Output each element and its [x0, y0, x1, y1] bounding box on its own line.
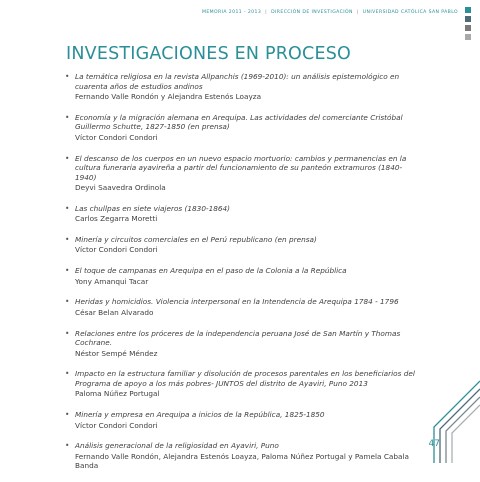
bullet-icon: •: [65, 112, 70, 122]
research-author: Víctor Condori Condori: [75, 420, 158, 430]
research-list: [65, 72, 420, 482]
list-item: [65, 154, 420, 193]
research-topic: El descanso de los cuerpos en un nuevo espacio mortuorio: cambios y permanencias en la cultura funeraria ayavireña a partir del funcionamiento de su panteón extramuros (1840-1940): [75, 153, 407, 182]
running-header: [202, 10, 458, 15]
research-author: Paloma Núñez Portugal: [75, 389, 160, 399]
research-topic: Minería y empresa en Arequipa a inicios de la República, 1825-1850: [75, 410, 325, 420]
bullet-icon: •: [65, 203, 70, 213]
research-topic: Impacto en la estructura familiar y disolución de procesos parentales en los beneficiarios del Programa de apoyo a los más pobres- JUNTOS del distrito de Ayaviri, Puno 2013: [75, 369, 415, 388]
bullet-icon: •: [65, 369, 70, 379]
bullet-icon: •: [65, 441, 70, 451]
research-author: César Belan Alvarado: [75, 307, 154, 317]
research-author: Carlos Zegarra Moretti: [75, 214, 158, 224]
square-decoration: [465, 25, 471, 31]
header-universidad: UNIVERSIDAD CATÓLICA SAN PABLO: [362, 10, 458, 15]
bullet-icon: •: [65, 235, 70, 245]
header-direccion: DIRECCIÓN DE INVESTIGACIÓN: [271, 10, 353, 15]
research-topic: Minería y circuitos comerciales en el Perú republicano (en prensa): [75, 235, 317, 245]
research-author: Víctor Condori Condori: [75, 245, 158, 255]
list-item: [65, 72, 420, 102]
list-item: [65, 329, 420, 359]
list-item: [65, 410, 420, 430]
header-separator: |: [265, 10, 268, 15]
list-item: [65, 113, 420, 143]
square-decoration: [465, 7, 471, 13]
bullet-icon: •: [65, 328, 70, 338]
research-topic: Las chullpas en siete viajeros (1830-1864): [75, 203, 231, 213]
bullet-icon: •: [65, 72, 70, 81]
research-author: Yony Amanqui Tacar: [75, 276, 149, 286]
bullet-icon: •: [65, 153, 70, 163]
research-author: Víctor Condori Condori: [75, 132, 158, 142]
bullet-icon: •: [65, 297, 70, 307]
square-decoration: [465, 34, 471, 40]
research-topic: Heridas y homicidios. Violencia interpersonal en la Intendencia de Arequipa 1784 - 1796: [75, 297, 399, 307]
header-separator: |: [356, 10, 359, 15]
list-item: [65, 297, 420, 317]
research-topic: La temática religiosa en la revista Allpanchis (1969-2010): un análisis epistemológico en cuarenta años de estudios andinos: [75, 72, 400, 91]
list-item: [65, 441, 420, 471]
list-item: [65, 204, 420, 224]
research-author: Deyvi Saavedra Ordinola: [75, 183, 166, 193]
page-number: 47: [428, 439, 440, 449]
header-memoria: MEMORIA 2011 - 2013: [202, 10, 262, 15]
list-item: [65, 266, 420, 286]
section-title: INVESTIGACIONES EN PROCESO: [66, 44, 351, 64]
research-author: Fernando Valle Rondón, Alejandra Estenós Loayza, Paloma Núñez Portugal y Pamela Cabala Banda: [75, 451, 409, 471]
research-topic: Relaciones entre los próceres de la independencia peruana José de San Martín y Thomas Cochrane.: [75, 328, 401, 348]
research-topic: Economía y la migración alemana en Arequipa. Las actividades del comerciante Cristóbal Guillermo Schutte, 1827-1850 (en prensa): [75, 112, 403, 132]
research-author: Néstor Sempé Méndez: [75, 348, 158, 358]
bullet-icon: •: [65, 410, 70, 420]
research-topic: El toque de campanas en Arequipa en el paso de la Colonia a la República: [75, 266, 347, 276]
bullet-icon: •: [65, 266, 70, 276]
list-item: [65, 235, 420, 255]
list-item: [65, 369, 420, 399]
research-author: Fernando Valle Rondón y Alejandra Estenós Loayza: [75, 91, 262, 101]
square-decoration: [465, 16, 471, 22]
decorative-squares: [465, 7, 471, 43]
research-topic: Análisis generacional de la religiosidad en Ayaviri, Puno: [75, 441, 279, 451]
corner-decoration: [420, 373, 480, 463]
